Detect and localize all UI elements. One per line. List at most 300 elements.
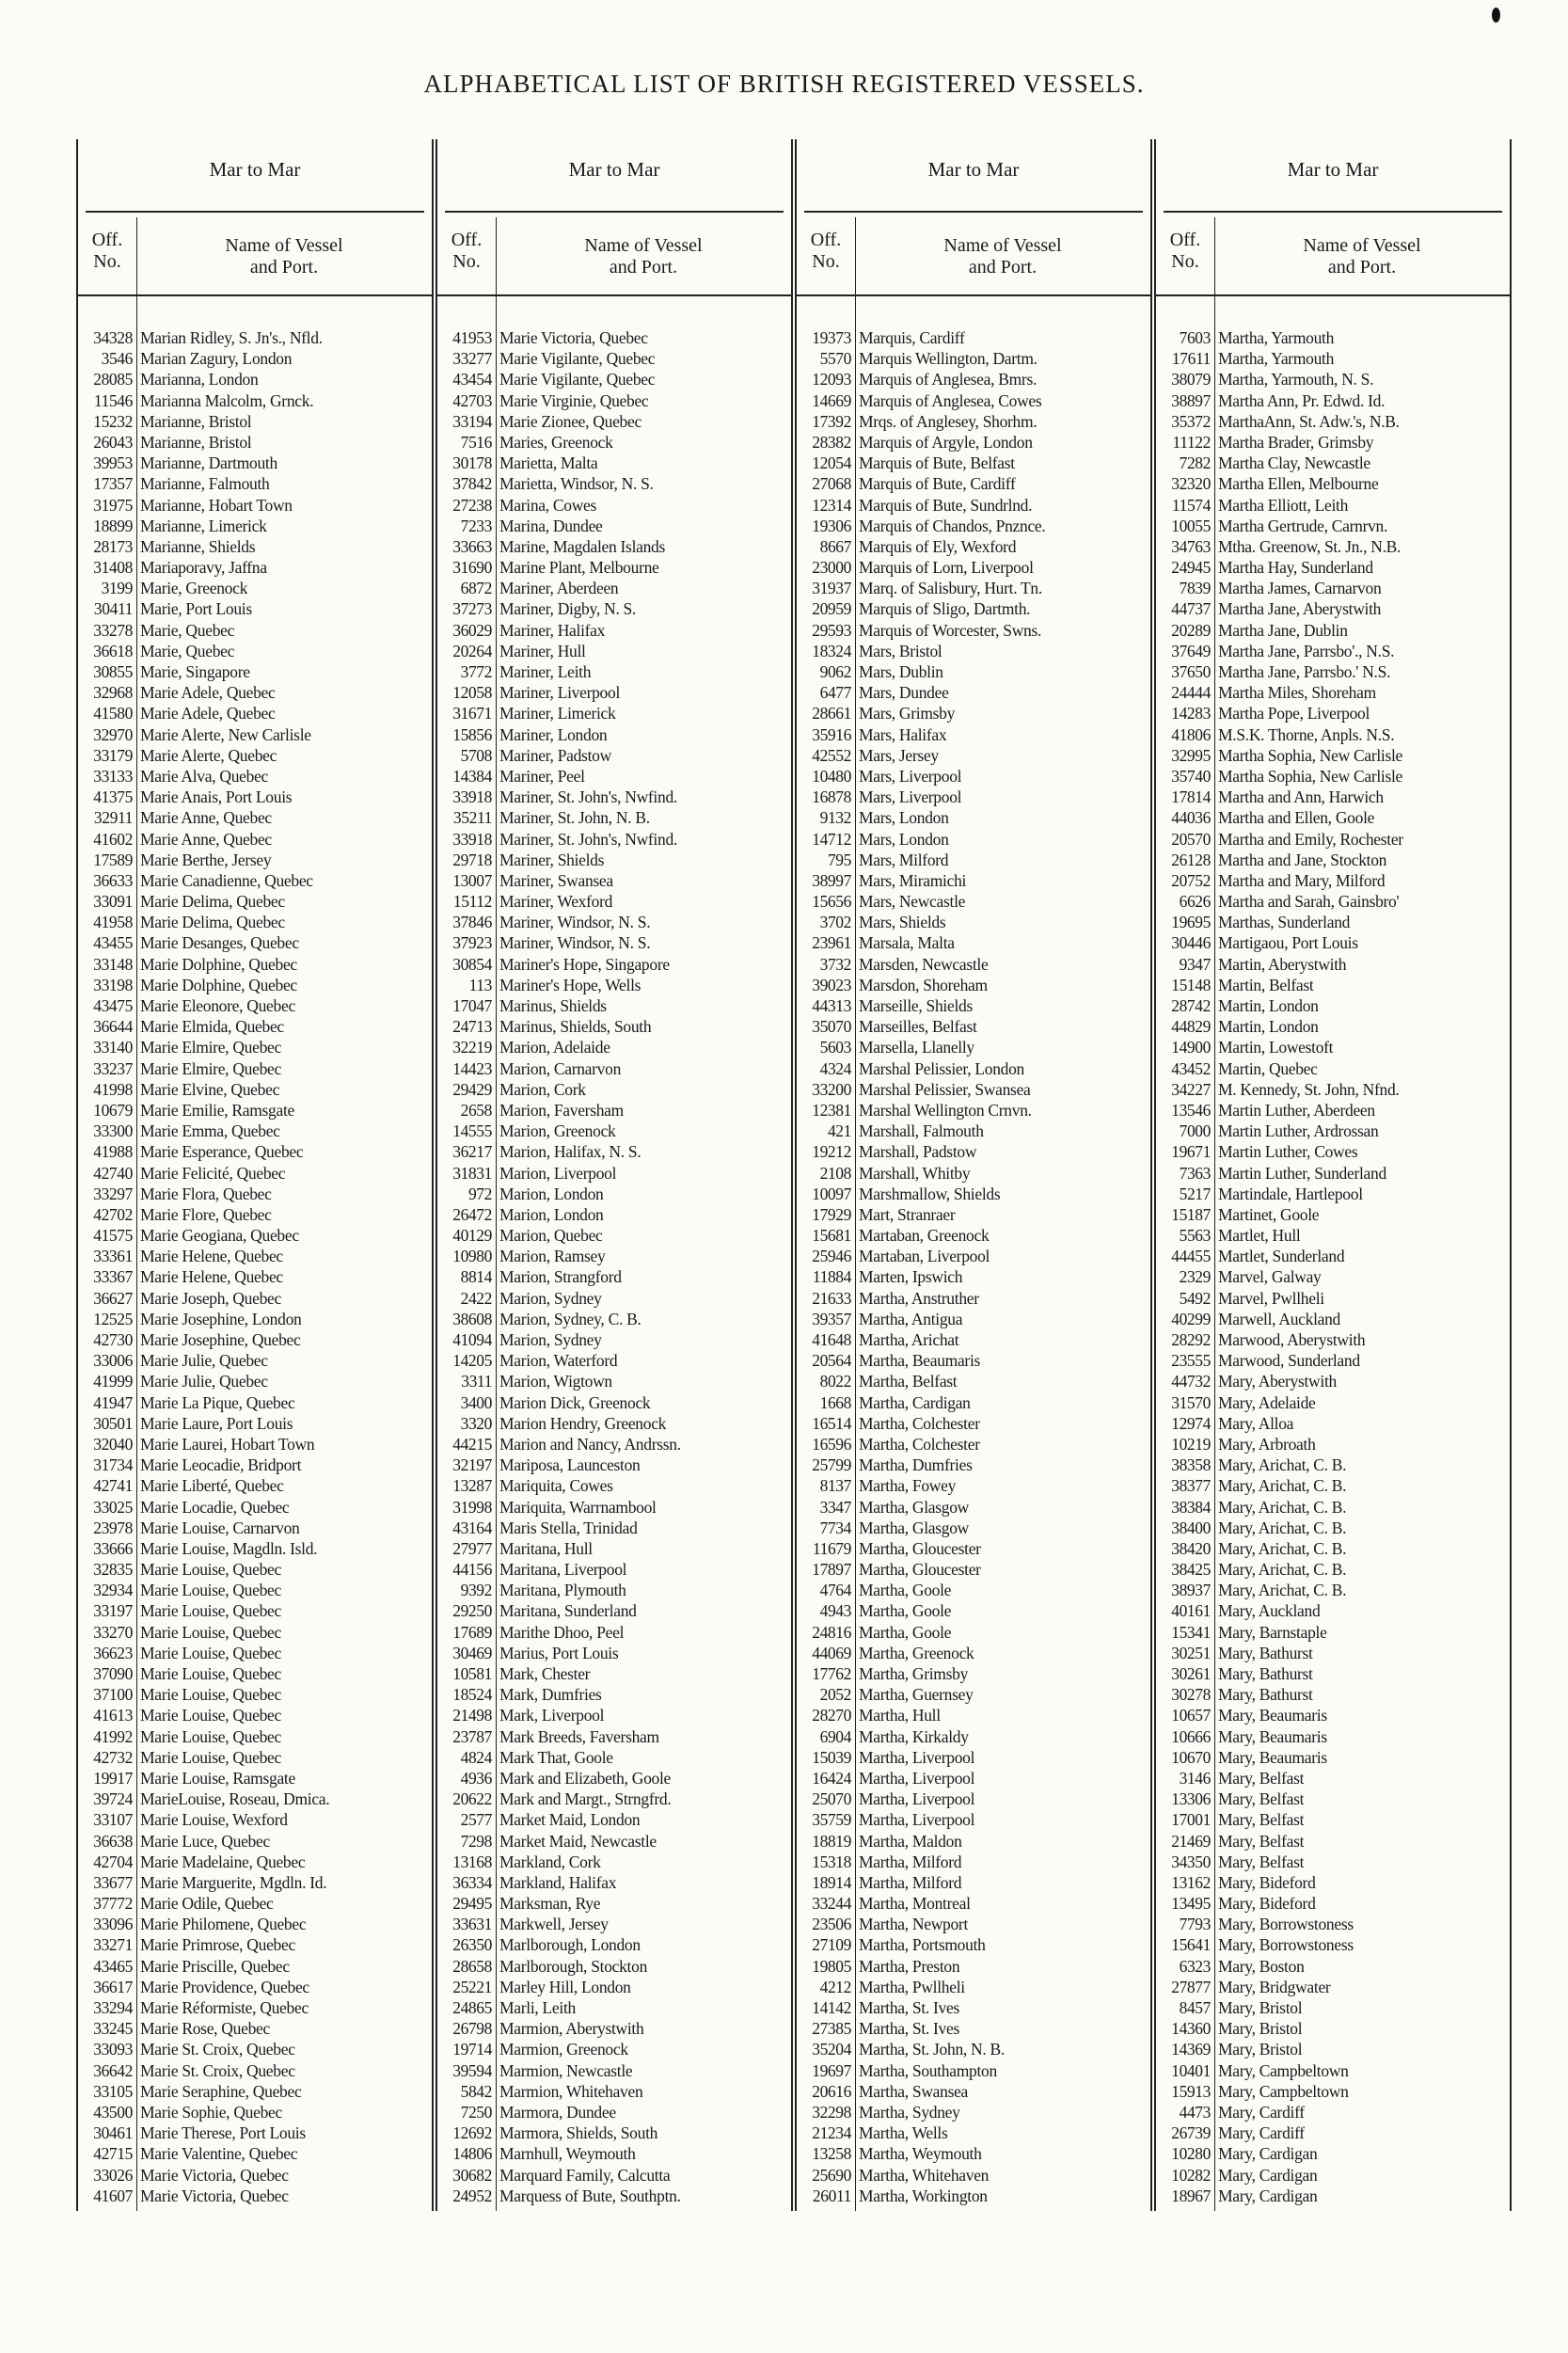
vessel-entry: [78, 1184, 432, 1204]
vessel-entry: [78, 620, 432, 641]
official-number: 43164: [452, 1518, 492, 1537]
vessel-name-port: Marksman, Rye: [499, 1894, 601, 1914]
vessel-name-port: Marie Priscille, Quebec: [140, 1956, 290, 1976]
vessel-entry: [437, 1580, 791, 1600]
official-number: 10679: [93, 1100, 133, 1120]
official-number: 12058: [452, 683, 492, 703]
official-number: 33197: [93, 1601, 133, 1621]
official-number: 29495: [452, 1894, 492, 1914]
vessel-entry: [797, 1684, 1150, 1705]
official-number: 36334: [452, 1872, 492, 1892]
official-number: 41094: [452, 1330, 492, 1349]
official-number: 30682: [452, 2165, 492, 2185]
official-number: 9062: [819, 662, 851, 681]
vessel-entry: [1156, 348, 1510, 369]
vessel-name-port: Mariner, Limerick: [499, 704, 616, 723]
official-number: 11122: [1172, 432, 1211, 452]
vessel-name-port: Marion, Faversham: [499, 1100, 624, 1120]
vessel-name-port: Marie Elmire, Quebec: [140, 1058, 281, 1078]
official-number: 42552: [812, 745, 851, 765]
vessel-entry: [437, 661, 791, 682]
official-number: 36217: [452, 1142, 492, 1162]
vessel-name-port: Marie Valentine, Quebec: [140, 2144, 298, 2164]
vessel-entry: [78, 1246, 432, 1266]
official-number: 31570: [1171, 1392, 1211, 1412]
vessel-name-port: Mary, Bristol: [1218, 1998, 1303, 2017]
vessel-entry: [797, 432, 1150, 453]
official-number: 20959: [812, 599, 851, 619]
official-number: 33091: [93, 892, 133, 912]
vessel-entry: [78, 724, 432, 745]
official-number: 18819: [812, 1831, 851, 1851]
vessel-name-port: Mary, Belfast: [1218, 1852, 1305, 1871]
vessel-entry: [1156, 1434, 1510, 1455]
official-number: 33105: [93, 2081, 133, 2101]
official-number: 7250: [460, 2102, 492, 2122]
vessel-name-port: Marie St. Croix, Quebec: [140, 2060, 295, 2080]
vessel-entry: [437, 870, 791, 891]
vessel-name-port: Marie Odile, Quebec: [140, 1894, 274, 1914]
official-number: 33367: [93, 1267, 133, 1287]
vessel-entry: [78, 912, 432, 932]
vessel-entry: [78, 1747, 432, 1768]
vessel-name-port: Marithe Dhoo, Peel: [499, 1622, 625, 1642]
official-number: 7000: [1179, 1121, 1211, 1141]
vessel-name-port: M. Kennedy, St. John, Nfnd.: [1218, 1079, 1400, 1099]
vessel-name-port: Mars, Dublin: [859, 662, 943, 681]
vessel-name-port: Martha, Liverpool: [859, 1789, 975, 1809]
vessel-name-port: Marion, Carnarvon: [499, 1058, 622, 1078]
vessel-entry: [797, 1329, 1150, 1350]
vessel-name-port: Martha, Pwllheli: [859, 1977, 965, 1996]
official-number: 21498: [452, 1706, 492, 1725]
official-number: 36638: [93, 1831, 133, 1851]
vessel-entry: [797, 1809, 1150, 1830]
vessel-name-port: Mariner, Wexford: [499, 892, 613, 912]
vessel-name-port: Marion, Strangford: [499, 1267, 622, 1287]
vessel-name-port: Martha, Colchester: [859, 1434, 980, 1454]
official-number: 2577: [460, 1810, 492, 1830]
vessel-name-port: Marsella, Llanelly: [859, 1038, 974, 1057]
official-number: 37650: [1171, 662, 1211, 681]
vessel-name-port: Marie Victoria, Quebec: [499, 328, 648, 347]
official-number: 4212: [819, 1977, 851, 1996]
vessel-entry: [78, 1559, 432, 1580]
vessel-name-port: Mark Breeds, Faversham: [499, 1726, 659, 1746]
official-number: 3199: [101, 579, 133, 598]
official-number: 12314: [812, 495, 851, 515]
vessel-name-port: Marianna Malcolm, Grnck.: [140, 390, 314, 410]
vessel-entry: [78, 1016, 432, 1037]
vessel-entry: [1156, 411, 1510, 432]
official-number: 42732: [93, 1747, 133, 1767]
vessel-name-port: Martha, Goole: [859, 1581, 952, 1600]
official-number: 25690: [812, 2165, 851, 2185]
official-number: 38400: [1171, 1518, 1211, 1537]
vessel-entry: [78, 703, 432, 723]
vessel-entry: [797, 1225, 1150, 1246]
vessel-entry: [437, 432, 791, 453]
vessel-name-port: Martha, Glasgow: [859, 1518, 970, 1537]
official-number: 37923: [452, 933, 492, 953]
vessel-entry: [78, 1309, 432, 1329]
official-number: 30278: [1171, 1685, 1211, 1705]
vessel-entry: [437, 598, 791, 619]
official-number: 14555: [452, 1121, 492, 1141]
official-number: 30501: [93, 1413, 133, 1433]
official-number: 15187: [1171, 1204, 1211, 1224]
vessel-name-port: Mars, London: [859, 829, 949, 849]
vessel-name-port: Martha, Sydney: [859, 2102, 960, 2122]
vessel-name-port: Mariner, Liverpool: [499, 683, 621, 703]
column-range-heading: Mar to Mar: [927, 158, 1020, 181]
vessel-name-port: Mary, Boston: [1218, 1956, 1305, 1976]
vessel-name-port: Mariner, Aberdeen: [499, 579, 619, 598]
official-number: 4764: [819, 1581, 851, 1600]
vessel-entry: [78, 2143, 432, 2164]
vessel-entry: [797, 1956, 1150, 1977]
vessel-entry: [437, 2165, 791, 2186]
vessel-name-port: Martha, Gloucester: [859, 1538, 981, 1558]
official-number: 42703: [452, 390, 492, 410]
vessel-name-port: Marion, London: [499, 1184, 604, 1203]
vessel-entry: [78, 411, 432, 432]
official-number: 41613: [93, 1706, 133, 1725]
vessel-name-port: Marvel, Pwllheli: [1218, 1288, 1324, 1308]
vessel-entry: [78, 1768, 432, 1789]
vessel-name-port: Martha Hay, Sunderland: [1218, 558, 1373, 578]
official-number: 28742: [1171, 996, 1211, 1015]
official-number: 44737: [1171, 599, 1211, 619]
official-number: 19697: [812, 2060, 851, 2080]
official-number: 41575: [93, 1226, 133, 1246]
vessel-name-port: Martigaou, Port Louis: [1218, 933, 1358, 953]
vessel-name-port: Martha, Workington: [859, 2186, 988, 2205]
vessel-entry: [1156, 1956, 1510, 1977]
vessel-entry: [1156, 1329, 1510, 1350]
vessel-entry: [437, 557, 791, 578]
vessel-entry: [437, 829, 791, 850]
vessel-entry: [1156, 536, 1510, 557]
vessel-entry: [78, 1622, 432, 1643]
column-range-heading: Mar to Mar: [209, 158, 301, 181]
vessel-entry: [78, 1121, 432, 1141]
official-number: 39357: [812, 1309, 851, 1328]
vessel-entry: [437, 2060, 791, 2081]
vessel-entry: [78, 954, 432, 975]
vessel-entry: [1156, 1037, 1510, 1057]
vessel-entry: [78, 557, 432, 578]
official-number: 20752: [1171, 870, 1211, 890]
vessel-name-port: Martha, Yarmouth: [1218, 349, 1335, 369]
official-number: 31690: [452, 558, 492, 578]
official-number: 3320: [460, 1413, 492, 1433]
vessel-name-port: Martha, Montreal: [859, 1894, 971, 1914]
official-number: 12381: [812, 1100, 851, 1120]
vessel-entry: [1156, 1852, 1510, 1872]
vessel-entry: [797, 1371, 1150, 1391]
vessel-name-port: Marie Vigilante, Quebec: [499, 370, 656, 390]
vessel-name-port: Marshal Pelissier, London: [859, 1058, 1025, 1078]
vessel-entry: [797, 829, 1150, 850]
official-number: 5217: [1179, 1184, 1211, 1203]
vessel-entry: [1156, 1893, 1510, 1914]
header-rule: [78, 294, 432, 296]
vessel-name-port: Martha, Portsmouth: [859, 1935, 986, 1955]
vessel-name-port: Mary, Cardigan: [1218, 2186, 1318, 2205]
official-number: 32219: [452, 1038, 492, 1057]
official-number: 26011: [812, 2186, 851, 2205]
vessel-name-port: Marion, Sydney: [499, 1330, 602, 1349]
official-number: 41947: [93, 1392, 133, 1412]
vessel-entry: [437, 1163, 791, 1184]
vessel-entry: [1156, 1643, 1510, 1663]
official-number: 2329: [1179, 1267, 1211, 1287]
official-number: 31408: [93, 558, 133, 578]
vessel-name-port: Mary, Cardigan: [1218, 2144, 1318, 2164]
vessel-name-port: Martin, Belfast: [1218, 975, 1314, 994]
vessel-entry: [437, 1266, 791, 1287]
official-number: 3772: [460, 662, 492, 681]
vessel-entry: [78, 1518, 432, 1538]
vessel-name-port: Mtha. Greenow, St. Jn., N.B.: [1218, 536, 1402, 556]
vessel-entry: [797, 1977, 1150, 1997]
vessel-entry: [797, 724, 1150, 745]
official-number: 5603: [819, 1038, 851, 1057]
vessel-entry: [1156, 1747, 1510, 1768]
vessel-entry: [437, 1455, 791, 1475]
vessel-entry: [78, 1288, 432, 1309]
vessel-entry: [437, 516, 791, 536]
vessel-entry: [1156, 1559, 1510, 1580]
official-number: 13287: [452, 1476, 492, 1496]
vessel-name-port: Marianne, Dartmouth: [140, 453, 277, 473]
official-number: 3702: [819, 913, 851, 932]
vessel-entry: [437, 954, 791, 975]
vessel-name-port: Marie Marguerite, Mgdln. Id.: [140, 1872, 327, 1892]
vessel-entry: [1156, 932, 1510, 953]
vessel-name-port: Marsden, Newcastle: [859, 954, 989, 974]
vessel-entry: [437, 1309, 791, 1329]
vessel-name-port: Martin, London: [1218, 1017, 1319, 1037]
vessel-entry: [797, 661, 1150, 682]
official-number: 8457: [1179, 1998, 1211, 2017]
vessel-entry: [437, 2018, 791, 2039]
official-number: 7516: [460, 432, 492, 452]
vessel-name-port: Marie Berthe, Jersey: [140, 850, 272, 869]
vessel-name-port: Marquis Wellington, Dartm.: [859, 349, 1037, 369]
vessel-name-port: Marshmallow, Shields: [859, 1184, 1001, 1203]
official-number: 10280: [1171, 2144, 1211, 2164]
vessel-name-port: Mars, Milford: [859, 850, 949, 869]
vessel-entry: [437, 1809, 791, 1830]
vessel-name-port: Martha, Yarmouth: [1218, 328, 1335, 347]
vessel-entry: [1156, 1413, 1510, 1434]
vessel-entry: [78, 1956, 432, 1977]
official-number: 33198: [93, 975, 133, 994]
official-number: 29250: [452, 1601, 492, 1621]
official-number: 24865: [452, 1998, 492, 2017]
official-number: 14384: [452, 766, 492, 786]
official-number: 34328: [93, 328, 133, 347]
official-number: 31671: [452, 704, 492, 723]
official-number: 7603: [1179, 328, 1211, 347]
official-number: 33277: [452, 349, 492, 369]
vessel-name-port: Martha, Greenock: [859, 1643, 974, 1662]
official-number: 32197: [452, 1455, 492, 1475]
vessel-entry: [797, 1831, 1150, 1852]
vessel-entry: [1156, 1266, 1510, 1287]
vessel-entry: [437, 1475, 791, 1496]
official-number: 7282: [1179, 453, 1211, 473]
vessel-name-port: Mark, Chester: [499, 1664, 591, 1683]
official-number: 12054: [812, 453, 851, 473]
official-number: 2052: [819, 1685, 851, 1705]
vessel-name-port: Marinus, Shields: [499, 996, 607, 1015]
vessel-name-port: Mary, Arichat, C. B.: [1218, 1476, 1347, 1496]
official-number: 5842: [460, 2081, 492, 2101]
vessel-entry: [1156, 1789, 1510, 1809]
official-number: 14712: [812, 829, 851, 849]
official-number: 41998: [93, 1079, 133, 1099]
vessel-entry: [437, 745, 791, 766]
vessel-entry: [1156, 766, 1510, 787]
official-number: 13258: [812, 2144, 851, 2164]
vessel-name-port: Marshal Pelissier, Swansea: [859, 1079, 1031, 1099]
official-number: 5563: [1179, 1226, 1211, 1246]
official-number: 35759: [812, 1810, 851, 1830]
vessel-entry: [78, 598, 432, 619]
official-number: 20570: [1171, 829, 1211, 849]
vessel-name-port: Mariner's Hope, Singapore: [499, 954, 670, 974]
vessel-name-port: Mrqs. of Anglesey, Shorhm.: [859, 411, 1037, 431]
vessel-entry: [797, 1747, 1150, 1768]
vessel-name-port: Martha Jane, Parrsbo'., N.S.: [1218, 641, 1395, 660]
vessel-name-port: Marquis of Bute, Belfast: [859, 453, 1015, 473]
vessel-entry: [797, 932, 1150, 953]
vessel-entry: [1156, 1288, 1510, 1309]
vessel-entry: [437, 1058, 791, 1079]
official-number: 6626: [1179, 892, 1211, 912]
official-number: 38608: [452, 1309, 492, 1328]
vessel-entry: [437, 1497, 791, 1518]
official-number: 33918: [452, 787, 492, 807]
vessel-entry: [1156, 432, 1510, 453]
vessel-name-port: Martha Jane, Dublin: [1218, 620, 1348, 640]
vessel-name-port: Marie Luce, Quebec: [140, 1831, 270, 1851]
vessel-name-port: Martha, Cardigan: [859, 1392, 971, 1412]
vessel-entry: [1156, 661, 1510, 682]
vessel-entry: [797, 1413, 1150, 1434]
official-number: 42702: [93, 1204, 133, 1224]
vessel-entry: [1156, 2102, 1510, 2122]
vessel-name-header: Name of Vessel and Port.: [1303, 235, 1421, 278]
vessel-name-port: Marmion, Aberystwith: [499, 2019, 644, 2039]
official-number: 38937: [1171, 1581, 1211, 1600]
vessel-name-port: Mary, Belfast: [1218, 1789, 1305, 1809]
vessel-entry: [797, 1141, 1150, 1162]
vessel-name-port: Martha Jane, Parrsbo.' N.S.: [1218, 662, 1391, 681]
vessel-name-port: Marianne, Falmouth: [140, 474, 270, 494]
vessel-entry: [78, 1475, 432, 1496]
vessel-name-port: MarieLouise, Roseau, Dmica.: [140, 1789, 330, 1809]
vessel-name-port: Marmion, Whitehaven: [499, 2081, 643, 2101]
official-number: 7734: [819, 1518, 851, 1537]
vessel-name-port: Mary, Bideford: [1218, 1894, 1316, 1914]
entry-list: [1156, 327, 1510, 2206]
vessel-name-header: Name of Vessel and Port.: [943, 235, 1062, 278]
official-number: 9347: [1179, 954, 1211, 974]
vessel-name-port: Mary, Arichat, C. B.: [1218, 1538, 1347, 1558]
vessel-name-port: Mariner, Digby, N. S.: [499, 599, 636, 619]
official-number: 34227: [1171, 1079, 1211, 1099]
vessel-entry: [797, 1872, 1150, 1893]
vessel-name-port: Martha, Colchester: [859, 1413, 980, 1433]
vessel-name-port: Markland, Halifax: [499, 1872, 617, 1892]
vessel-entry: [797, 1016, 1150, 1037]
vessel-name-port: Martha, Kirkaldy: [859, 1726, 969, 1746]
vessel-entry: [1156, 1977, 1510, 1997]
vessel-entry: [797, 516, 1150, 536]
vessel-name-port: Marquis of Bute, Sundrlnd.: [859, 495, 1033, 515]
official-number: 15039: [812, 1747, 851, 1767]
vessel-name-port: Marwell, Auckland: [1218, 1309, 1341, 1328]
vessel-entry: [78, 1809, 432, 1830]
official-number: 19917: [93, 1768, 133, 1788]
vessel-entry: [1156, 1100, 1510, 1121]
vessel-name-port: Marie Louise, Quebec: [140, 1685, 281, 1705]
vessel-entry: [797, 1288, 1150, 1309]
vessel-name-port: Marie Seraphine, Quebec: [140, 2081, 302, 2101]
official-number: 15641: [1171, 1935, 1211, 1955]
official-number: 32934: [93, 1581, 133, 1600]
vessel-name-port: Marie Louise, Quebec: [140, 1726, 281, 1746]
vessel-entry: [1156, 1831, 1510, 1852]
vessel-name-port: Mary, Bristol: [1218, 2040, 1303, 2059]
vessel-name-port: Marie Louise, Quebec: [140, 1747, 281, 1767]
vessel-entry: [1156, 1350, 1510, 1371]
official-number: 33631: [452, 1915, 492, 1934]
vessel-name-port: Martha, Liverpool: [859, 1747, 975, 1767]
vessel-entry: [1156, 2018, 1510, 2039]
official-number: 19805: [812, 1956, 851, 1976]
vessel-name-port: Martin Luther, Aberdeen: [1218, 1100, 1375, 1120]
vessel-entry: [797, 2060, 1150, 2081]
vessel-name-port: Marie Louise, Quebec: [140, 1706, 281, 1725]
vessel-entry: [78, 1350, 432, 1371]
vessel-entry: [437, 703, 791, 723]
official-number: 28270: [812, 1706, 851, 1725]
vessel-name-port: Marshall, Padstow: [859, 1142, 977, 1162]
vessel-name-port: Marie Joseph, Quebec: [140, 1288, 281, 1308]
vessel-name-port: Marie Louise, Quebec: [140, 1581, 281, 1600]
official-number: 27977: [452, 1538, 492, 1558]
vessel-name-port: Martha, Liverpool: [859, 1768, 975, 1788]
vessel-name-port: Marie St. Croix, Quebec: [140, 2040, 295, 2059]
vessel-name-port: Mariner, Halifax: [499, 620, 606, 640]
vessel-name-port: Mariaporavy, Jaffna: [140, 558, 267, 578]
vessel-name-port: Mary, Beaumaris: [1218, 1706, 1327, 1725]
vessel-name-port: Marq. of Salisbury, Hurt. Tn.: [859, 579, 1042, 598]
vessel-entry: [797, 620, 1150, 641]
official-number: 7363: [1179, 1163, 1211, 1183]
vessel-entry: [78, 578, 432, 598]
vessel-name-port: Mars, Dundee: [859, 683, 949, 703]
vessel-entry: [78, 1058, 432, 1079]
official-number: 20564: [812, 1351, 851, 1371]
vessel-entry: [1156, 1914, 1510, 1934]
vessel-name-port: Marie Emilie, Ramsgate: [140, 1100, 294, 1120]
